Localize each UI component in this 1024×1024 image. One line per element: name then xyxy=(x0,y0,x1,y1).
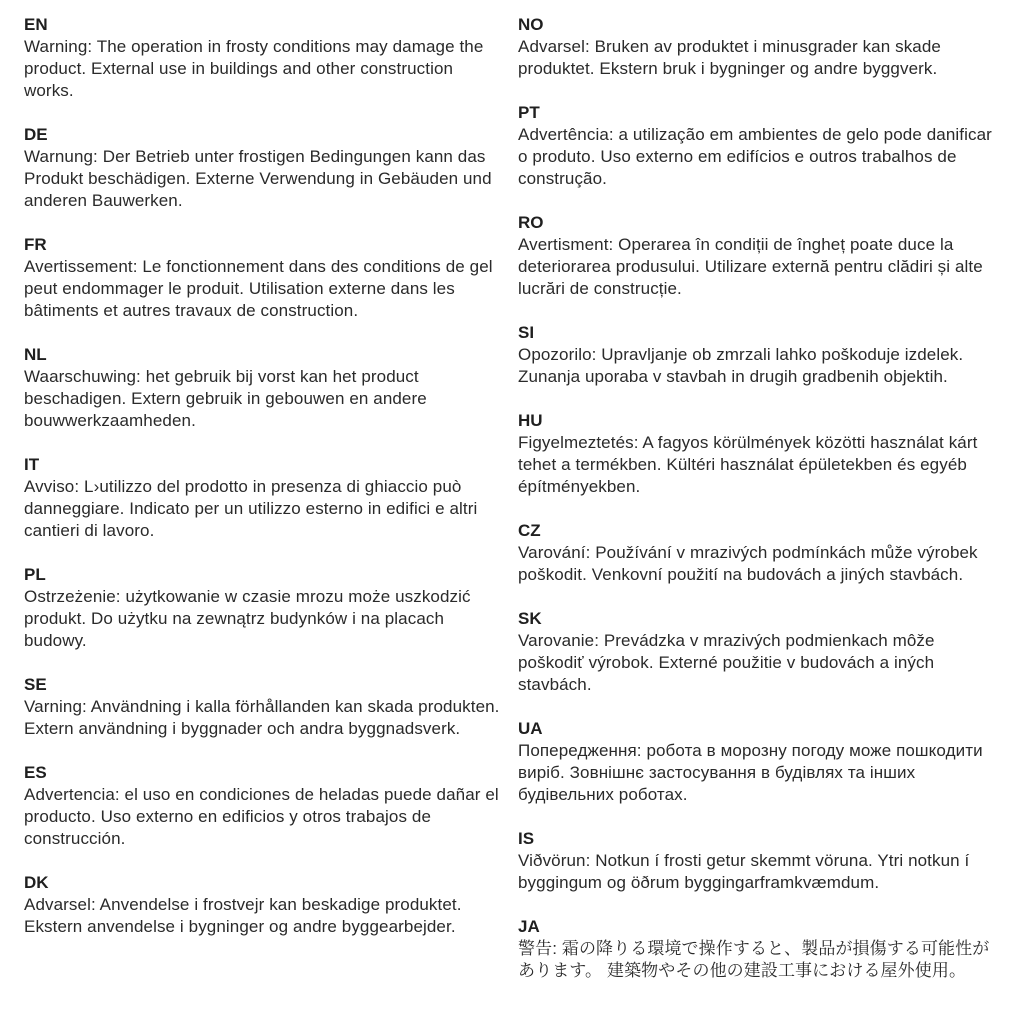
lang-section-dk xyxy=(24,872,502,938)
lang-code-de: DE xyxy=(24,125,48,144)
warning-text-nl: Waarschuwing: het gebruik bij vorst kan het product beschadigen. Extern gebruik in gebouwen en andere bouwwerkzaamheden. xyxy=(24,367,427,430)
lang-code-en: EN xyxy=(24,15,48,34)
lang-code-se: SE xyxy=(24,675,47,694)
lang-code-nl: NL xyxy=(24,345,47,364)
lang-code-ro: RO xyxy=(518,213,544,232)
lang-section-hu xyxy=(518,410,996,498)
warning-text-se: Varning: Användning i kalla förhållanden kan skada produkten. Extern användning i byggnader och andra byggnadsverk. xyxy=(24,697,500,738)
lang-section-pt xyxy=(518,102,996,190)
lang-section-si xyxy=(518,322,996,388)
lang-code-no: NO xyxy=(518,15,544,34)
lang-section-no xyxy=(518,14,996,80)
lang-code-ja: JA xyxy=(518,917,540,936)
warning-text-pt: Advertência: a utilização em ambientes de gelo pode danificar o produto. Uso externo em edifícios e outros trabalhos de construção. xyxy=(518,125,992,188)
warning-text-dk: Advarsel: Anvendelse i frostvejr kan beskadige produktet. Ekstern anvendelse i bygninger og andre byggearbejder. xyxy=(24,895,462,936)
lang-section-en xyxy=(24,14,502,102)
lang-code-hu: HU xyxy=(518,411,543,430)
warning-text-is: Viðvörun: Notkun í frosti getur skemmt vöruna. Ytri notkun í byggingum og öðrum byggingarframkvæmdum. xyxy=(518,851,970,892)
lang-code-si: SI xyxy=(518,323,535,342)
lang-code-pt: PT xyxy=(518,103,540,122)
warning-text-ja: 警告: 霜の降りる環境で操作すると、製品が損傷する可能性があります。 建築物やその他の建設工事における屋外使用。 xyxy=(518,939,990,980)
warning-text-en: Warning: The operation in frosty conditions may damage the product. External use in buildings and other construction works. xyxy=(24,37,484,100)
warning-text-cz: Varování: Používání v mrazivých podmínkách může výrobek poškodit. Venkovní použití na budovách a jiných stavbách. xyxy=(518,543,978,584)
lang-section-es xyxy=(24,762,502,850)
warning-text-pl: Ostrzeżenie: użytkowanie w czasie mrozu może uszkodzić produkt. Do użytku na zewnątrz budynków i na placach budowy. xyxy=(24,587,471,650)
right-column xyxy=(518,14,996,1024)
warning-text-ro: Avertisment: Operarea în condiții de îngheț poate duce la deteriorarea produsului. Utilizare externă pentru clădiri și alte lucrări de construcție. xyxy=(518,235,983,298)
lang-section-ro xyxy=(518,212,996,300)
left-column xyxy=(24,14,502,1024)
lang-section-cz xyxy=(518,520,996,586)
warning-text-it: Avviso: L›utilizzo del prodotto in presenza di ghiaccio può danneggiare. Indicato per un utilizzo esterno in edifici e altri cantieri di lavoro. xyxy=(24,477,478,540)
lang-section-is xyxy=(518,828,996,894)
lang-section-nl xyxy=(24,344,502,432)
lang-code-ua: UA xyxy=(518,719,543,738)
lang-code-pl: PL xyxy=(24,565,46,584)
warning-text-sk: Varovanie: Prevádzka v mrazivých podmienkach môže poškodiť výrobok. Externé použitie v budovách a iných stavbách. xyxy=(518,631,935,694)
lang-section-se xyxy=(24,674,502,740)
lang-code-dk: DK xyxy=(24,873,49,892)
lang-code-cz: CZ xyxy=(518,521,541,540)
lang-section-ja xyxy=(518,916,996,982)
lang-section-de xyxy=(24,124,502,212)
warning-text-ua: Попередження: робота в морозну погоду може пошкодити виріб. Зовнішнє застосування в будівлях та інших будівельних роботах. xyxy=(518,741,983,804)
warning-text-si: Opozorilo: Upravljanje ob zmrzali lahko poškoduje izdelek. Zunanja uporaba v stavbah in drugih gradbenih objektih. xyxy=(518,345,964,386)
warning-text-no: Advarsel: Bruken av produktet i minusgrader kan skade produktet. Ekstern bruk i bygninger og andre byggverk. xyxy=(518,37,941,78)
lang-section-pl xyxy=(24,564,502,652)
lang-code-es: ES xyxy=(24,763,47,782)
lang-section-it xyxy=(24,454,502,542)
warning-text-fr: Avertissement: Le fonctionnement dans des conditions de gel peut endommager le produit. Utilisation externe dans les bâtiments et autres travaux de construction. xyxy=(24,257,493,320)
lang-code-sk: SK xyxy=(518,609,542,628)
warning-text-hu: Figyelmeztetés: A fagyos körülmények közötti használat kárt tehet a termékben. Kültéri használat épületekben és egyéb építményekben. xyxy=(518,433,978,496)
lang-section-ua xyxy=(518,718,996,806)
warning-text-es: Advertencia: el uso en condiciones de heladas puede dañar el producto. Uso externo en edificios y otros trabajos de construcción. xyxy=(24,785,499,848)
lang-section-sk xyxy=(518,608,996,696)
lang-section-fr xyxy=(24,234,502,322)
lang-code-fr: FR xyxy=(24,235,47,254)
lang-code-it: IT xyxy=(24,455,40,474)
warning-text-de: Warnung: Der Betrieb unter frostigen Bedingungen kann das Produkt beschädigen. Externe Verwendung in Gebäuden und anderen Bauwerken. xyxy=(24,147,492,210)
lang-code-is: IS xyxy=(518,829,535,848)
